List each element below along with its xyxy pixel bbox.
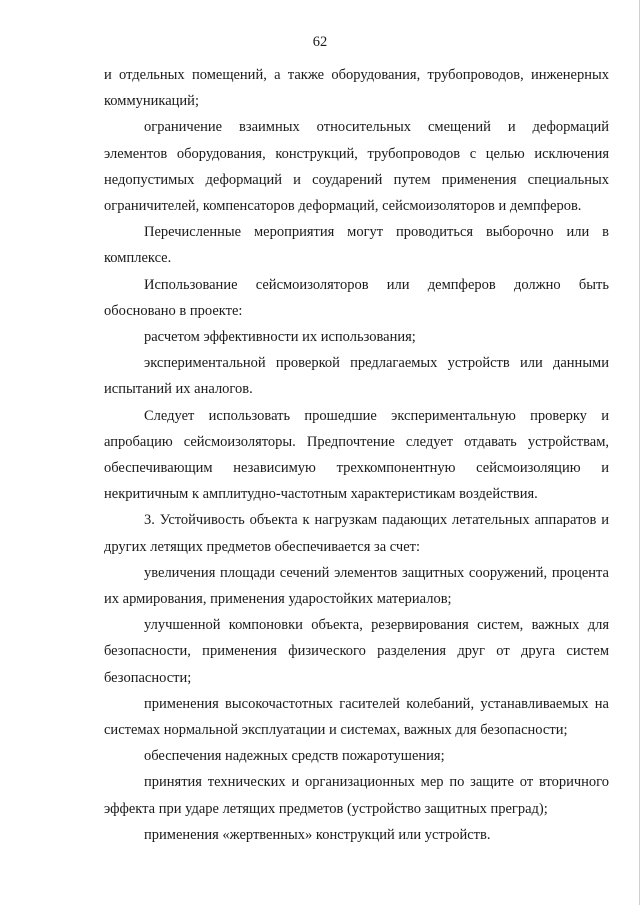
paragraph-7: Следует использовать прошедшие экспериментальную проверку и апробацию сейсмоизоляторы. Предпочтение следует отдавать устройствам, обеспечивающим независимую трехкомпонентную сейсмоизоляцию и некритичным к амплитудно-частотным характеристикам воздействия. [104, 407, 609, 503]
paragraph-5: расчетом эффективности их использования; [144, 329, 416, 346]
paragraph-8: 3. Устойчивость объекта к нагрузкам падающих летательных аппаратов и других летящих предметов обеспечивается за счет: [104, 512, 609, 555]
paragraph-9: увеличения площади сечений элементов защитных сооружений, процента их армирования, применения ударостойких материалов; [104, 564, 609, 608]
paragraph-4: Использование сейсмоизоляторов или демпферов должно быть обосновано в проекте: [104, 276, 609, 319]
paragraph-1: и отдельных помещений, а также оборудования, трубопроводов, инженерных коммуникаций; [104, 67, 609, 110]
paragraph-6: экспериментальной проверкой предлагаемых устройств или данными испытаний их аналогов. [104, 355, 609, 398]
paragraph-2: ограничение взаимных относительных смещений и деформаций элементов оборудования, конструкций, трубопроводов с целью исключения недопустимых деформаций и соударений путем применения специальных ограничителей, компенсаторов деформаций, сейсмоизоляторов и демпферов. [104, 119, 609, 215]
document-body [104, 62, 609, 848]
paragraph-3: Перечисленные мероприятия могут проводиться выборочно или в комплексе. [104, 224, 609, 267]
paragraph-12: обеспечения надежных средств пожаротушения; [144, 748, 445, 765]
page-number: 62 [312, 34, 328, 50]
paragraph-11: применения высокочастотных гасителей колебаний, устанавливаемых на системах нормальной эксплуатации и системах, важных для безопасности; [104, 695, 609, 739]
paragraph-10: улучшенной компоновки объекта, резервирования систем, важных для безопасности, применения физического разделения друг от друга систем безопасности; [104, 617, 609, 686]
paragraph-13: принятия технических и организационных мер по защите от вторичного эффекта при ударе летящих предметов (устройство защитных преград); [104, 774, 609, 817]
paragraph-14: применения «жертвенных» конструкций или устройств. [144, 826, 491, 843]
